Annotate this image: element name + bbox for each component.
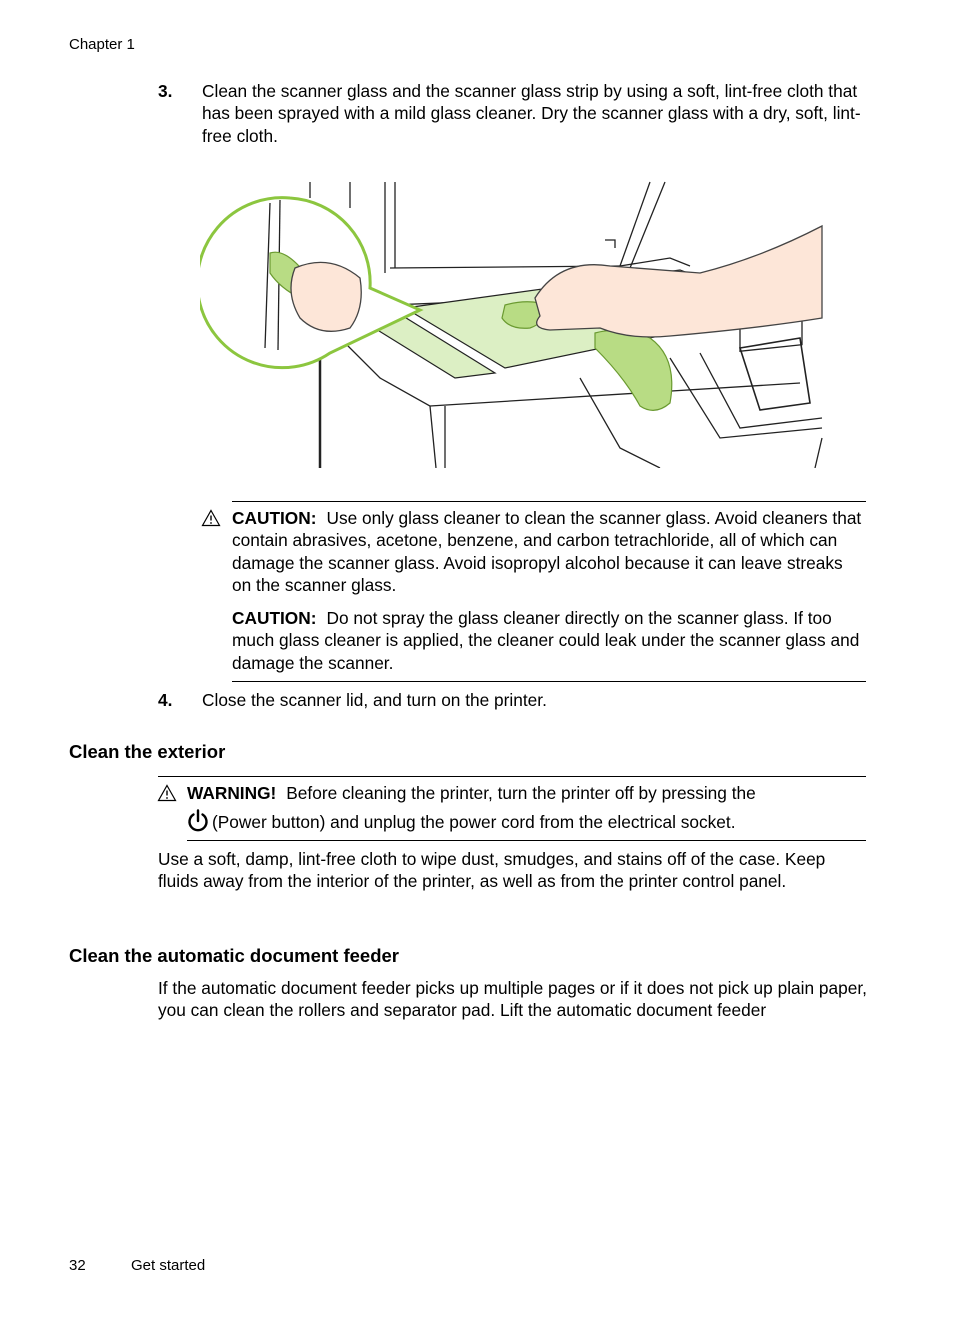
- step-number: 3.: [158, 81, 173, 101]
- warning-label: WARNING!: [187, 783, 277, 803]
- warning-top-rule: [158, 776, 866, 777]
- power-button-icon: [186, 808, 210, 834]
- caution-label: CAUTION:: [232, 508, 317, 528]
- caution-triangle-icon: [201, 509, 221, 527]
- chapter-header: Chapter 1: [69, 36, 135, 53]
- caution-note-1: [232, 507, 866, 597]
- warning-line-2: (Power button) and unplug the power cord from the electrical socket.: [212, 812, 736, 832]
- step-text: Close the scanner lid, and turn on the printer.: [202, 690, 547, 710]
- paragraph: If the automatic document feeder picks up multiple pages or if it does not pick up plain paper, you can clean the rollers and separator pad. Lift the automatic document feeder: [158, 978, 867, 1021]
- caution-text: Do not spray the glass cleaner directly on the scanner glass. If too much glass cleaner is applied, the cleaner could leak under the scanner glass and damage the scanner.: [232, 608, 860, 673]
- caution-top-rule: [232, 501, 866, 502]
- warning-triangle-icon: [157, 784, 177, 802]
- caution-text: Use only glass cleaner to clean the scanner glass. Avoid cleaners that contain abrasives, acetone, benzene, and carbon tetrachloride, all of which can damage the scanner glass. Avoid isopropyl alcohol because it can leave streaks on the scanner glass.: [232, 508, 862, 596]
- caution-note-2: [232, 607, 866, 674]
- step-number: 4.: [158, 690, 173, 710]
- step-text: Clean the scanner glass and the scanner glass strip by using a soft, lint-free cloth that has been sprayed with a mild glass cleaner. Dry the scanner glass with a dry, soft, lint-free cloth.: [202, 81, 861, 146]
- paragraph: Use a soft, damp, lint-free cloth to wipe dust, smudges, and stains off of the case. Keep fluids away from the interior of the printer, as well as from the printer control panel.: [158, 849, 826, 892]
- hand: [535, 226, 822, 337]
- warning-line-1: [187, 782, 866, 804]
- scanner-cleaning-illustration: [200, 178, 826, 468]
- caution-bottom-rule: [232, 681, 866, 682]
- section-heading: Clean the automatic document feeder: [69, 945, 399, 966]
- page-number: 32: [69, 1257, 86, 1274]
- warning-bottom-rule: [187, 840, 866, 841]
- magnified-detail: [200, 198, 420, 368]
- footer-section: Get started: [131, 1257, 206, 1274]
- caution-label: CAUTION:: [232, 608, 317, 628]
- section-heading: Clean the exterior: [69, 741, 226, 762]
- cleaning-cloth-tail: [595, 330, 672, 410]
- warning-text: Before cleaning the printer, turn the printer off by pressing the: [286, 783, 756, 803]
